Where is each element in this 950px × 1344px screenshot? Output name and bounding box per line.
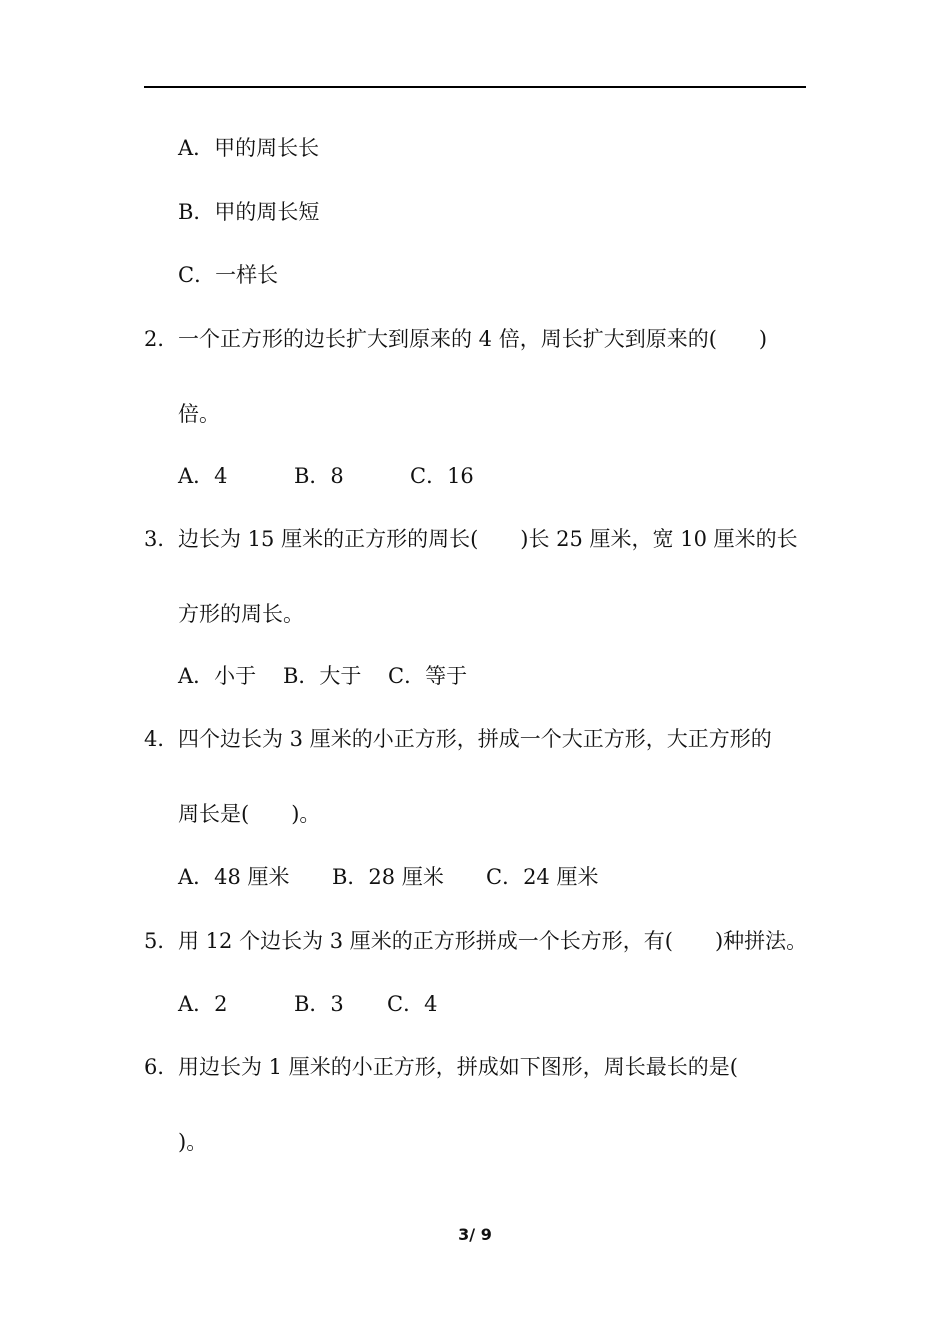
q1-option-c: C．一样长 — [178, 263, 279, 287]
q4-option-a: A．48 厘米 — [178, 865, 290, 889]
q6-text-line1: 用边长为 1 厘米的小正方形，拼成如下图形，周长最长的是( — [178, 1055, 738, 1079]
q5-option-c: C．4 — [387, 992, 438, 1016]
q5-number: 5． — [144, 929, 179, 953]
q2-options — [178, 462, 474, 490]
q2-option-a: A．4 — [178, 464, 228, 488]
header-rule — [144, 86, 806, 88]
q5-option-b: B．3 — [294, 992, 344, 1016]
q4-text-line2: 周长是( )。 — [178, 802, 321, 826]
q3-text-line2: 方形的周长。 — [178, 602, 304, 626]
q6-text-line2: )。 — [178, 1130, 208, 1154]
q2-option-c: C．16 — [410, 464, 474, 488]
q1-option-b: B．甲的周长短 — [178, 200, 320, 224]
q5-text-line1: 用 12 个边长为 3 厘米的正方形拼成一个长方形，有( )种拼法。 — [178, 929, 808, 953]
q6-number: 6． — [144, 1055, 179, 1079]
q3-option-a: A．小于 — [178, 664, 257, 688]
q4-option-b: B．28 厘米 — [332, 865, 444, 889]
q2-number: 2． — [144, 327, 179, 351]
q4-number: 4． — [144, 727, 179, 751]
q3-option-c: C．等于 — [388, 664, 468, 688]
q2-option-b: B．8 — [294, 464, 344, 488]
q2-text-line2: 倍。 — [178, 402, 220, 426]
page-number: 3/ 9 — [458, 1225, 492, 1244]
q4-text-line1: 四个边长为 3 厘米的小正方形，拼成一个大正方形，大正方形的 — [178, 727, 772, 751]
q3-text-line1: 边长为 15 厘米的正方形的周长( )长 25 厘米，宽 10 厘米的长 — [178, 527, 798, 551]
q1-option-a: A．甲的周长长 — [178, 136, 320, 160]
q3-options — [178, 662, 467, 690]
q5-option-a: A．2 — [178, 992, 228, 1016]
q5-options — [178, 990, 437, 1018]
q2-text-line1: 一个正方形的边长扩大到原来的 4 倍，周长扩大到原来的( ) — [178, 327, 768, 351]
q3-number: 3． — [144, 527, 179, 551]
q4-options — [178, 863, 598, 891]
q3-option-b: B．大于 — [283, 664, 362, 688]
q4-option-c: C．24 厘米 — [486, 865, 599, 889]
